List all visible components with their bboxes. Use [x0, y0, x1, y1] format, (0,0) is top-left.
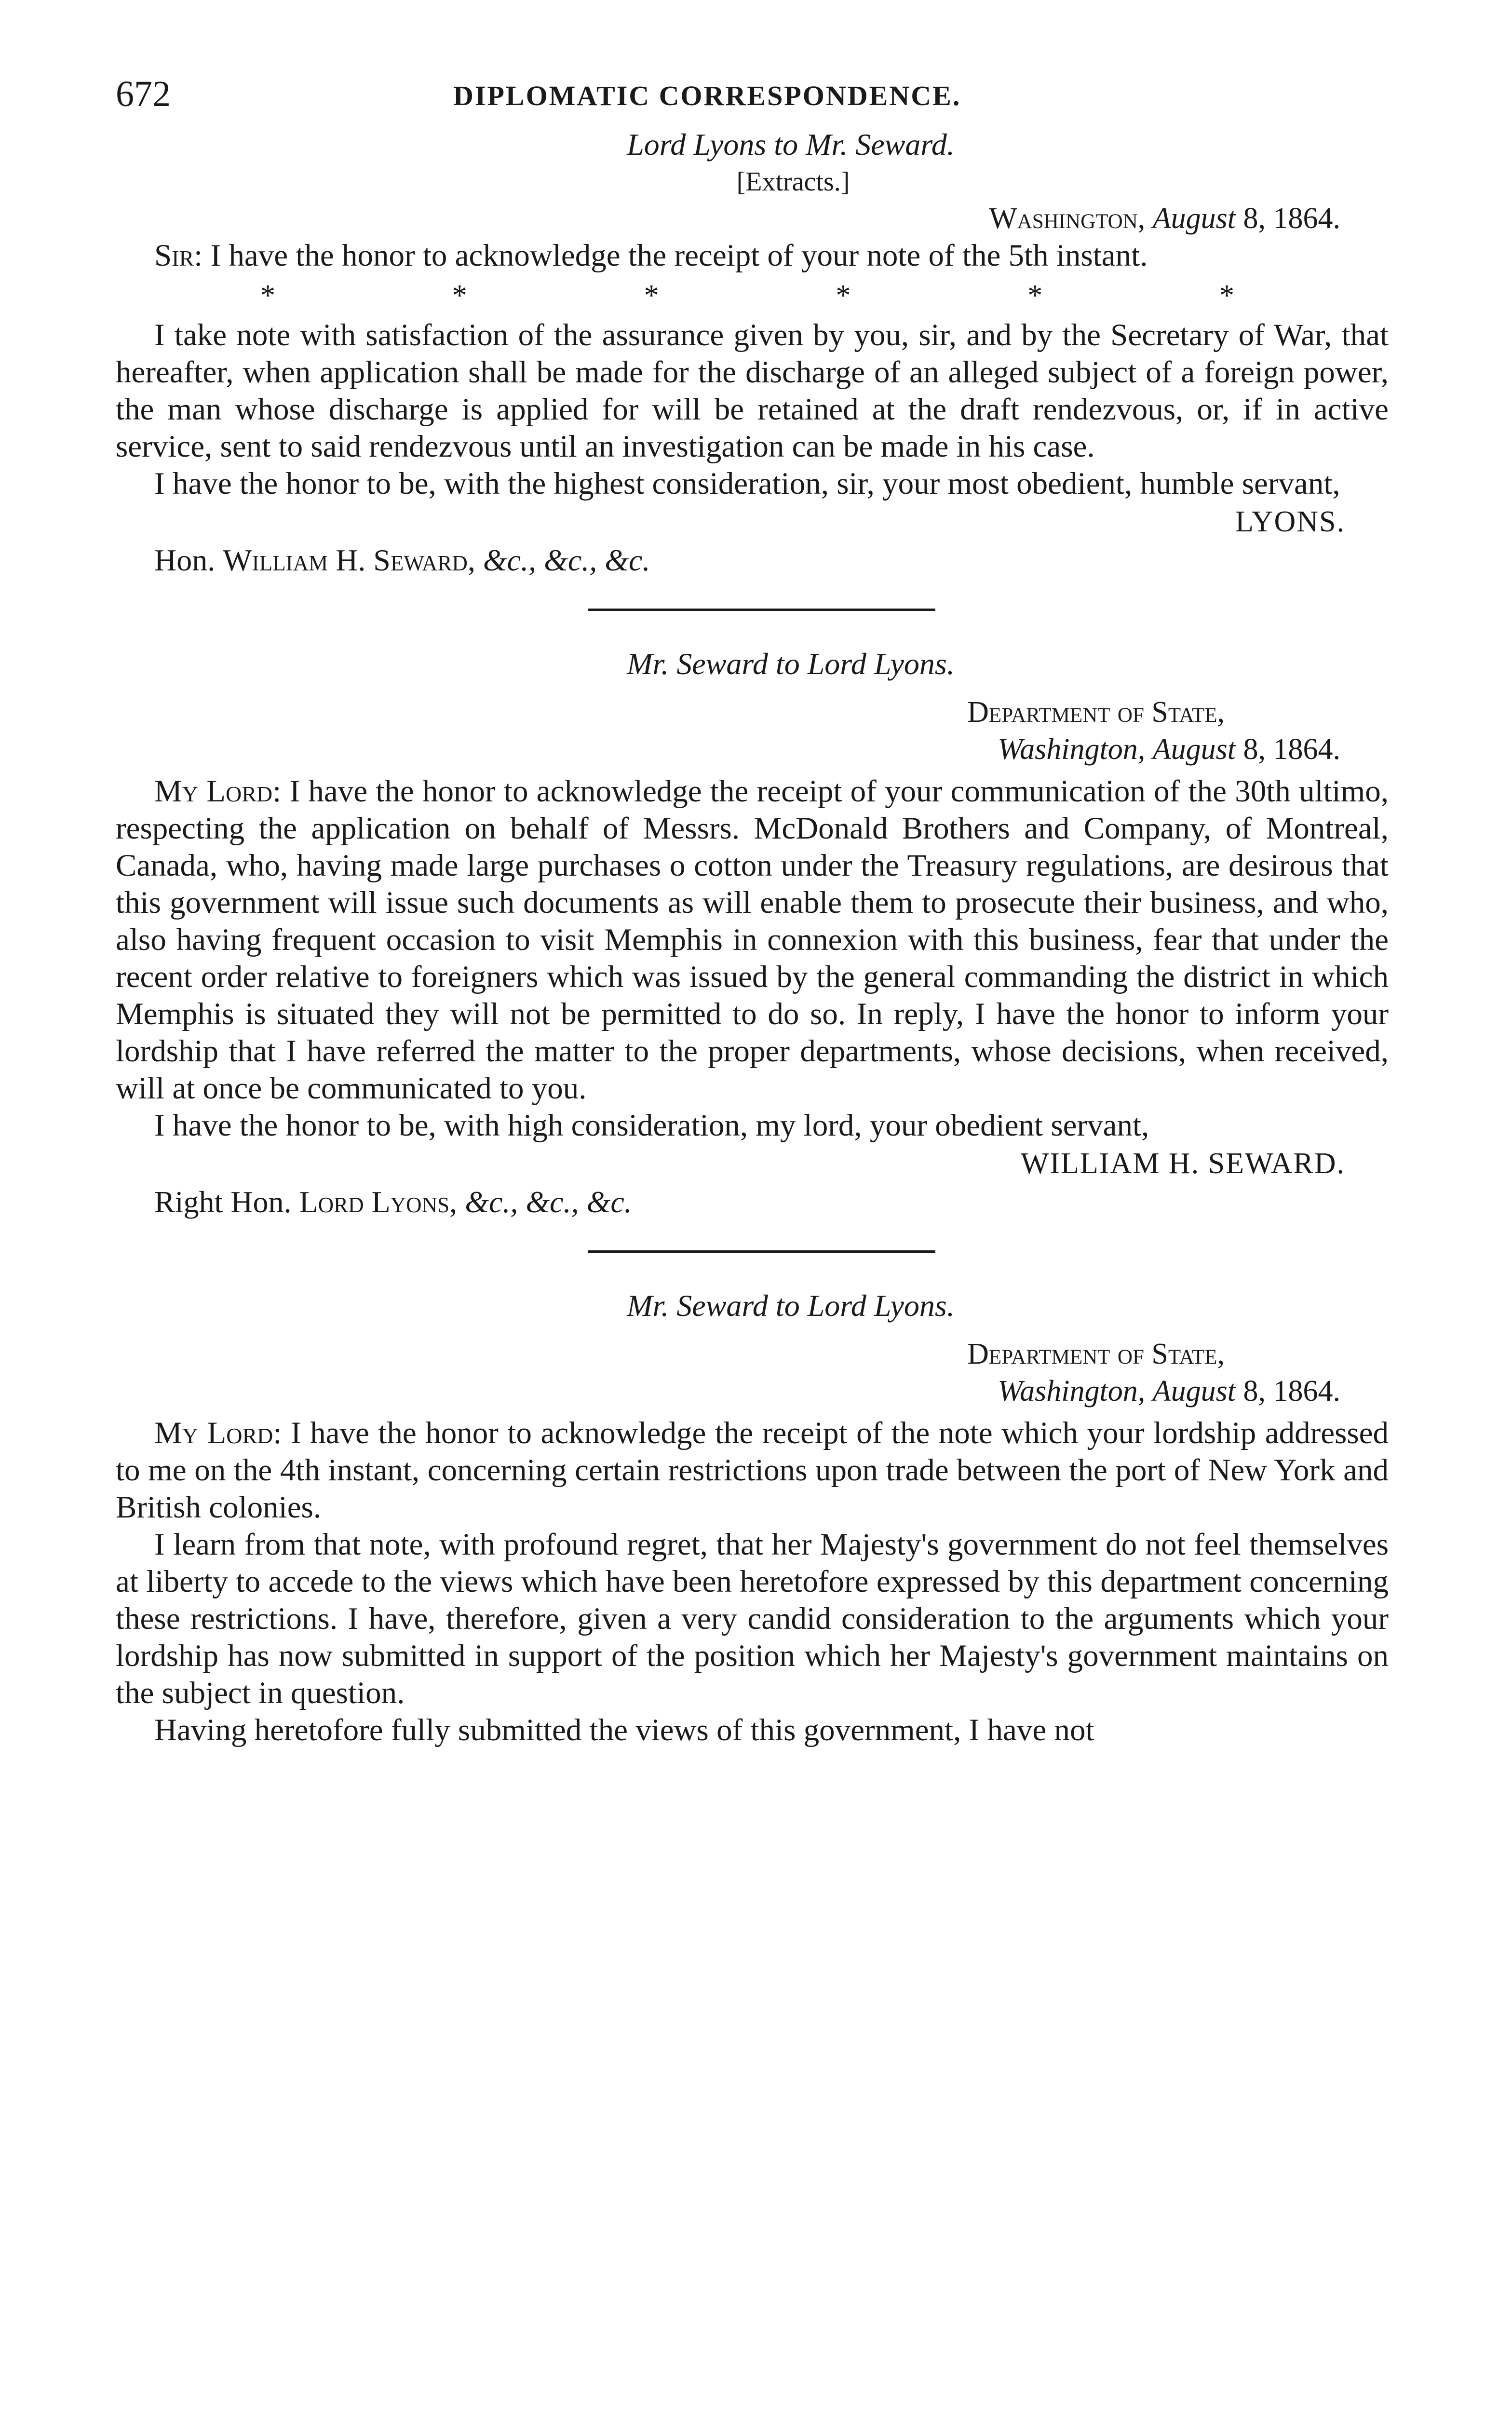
- salutation: My Lord:: [154, 774, 282, 809]
- star: *: [836, 279, 851, 312]
- page-header: [116, 72, 1389, 125]
- running-head: DIPLOMATIC CORRESPONDENCE.: [453, 80, 961, 111]
- addressee-name: Lord Lyons,: [299, 1185, 458, 1219]
- addressee-prefix: Right Hon.: [154, 1185, 292, 1219]
- section-divider: [588, 1250, 935, 1253]
- paragraph-text: I have the honor to acknowledge the receipt of your note of the 5th instant.: [210, 238, 1148, 273]
- signature: LYONS.: [1235, 505, 1345, 538]
- closing: I have the honor to be, with the highest consideration, sir, your most obedient, humble servant,: [154, 466, 1340, 501]
- department: Department of State,: [967, 696, 1225, 729]
- salutation: Sir:: [154, 238, 203, 273]
- paragraph: I learn from that note, with profound regret, that her Majesty's government do not feel themselves at liberty to accede to the views which have been heretofore expressed by this department concerning these restrictions. I have, therefore, given a very candid consideration to the arguments which your lordship has now submitted in support of the position which her Majesty's government maintains on the subject in question.: [116, 1527, 1389, 1710]
- star: *: [1219, 279, 1234, 312]
- paragraph: [116, 773, 1389, 1107]
- paragraph: I take note with satisfaction of the assurance given by you, sir, and by the Secretary of War, that hereafter, when application shall be made for the discharge of an alleged subject of a foreign power, the man whose discharge is applied for will be retained at the draft rendezvous, or, if in active service, sent to said rendezvous until an investigation can be made in his case.: [116, 318, 1389, 464]
- department: Department of State,: [967, 1338, 1225, 1370]
- paragraph: [116, 1415, 1389, 1526]
- place: Washington,: [998, 1375, 1146, 1408]
- paragraph-text: I have the honor to acknowledge the receipt of the note which your lordship addressed to me on the 4th instant, concerning certain restrictions upon trade between the port of New York and British colonies.: [116, 1416, 1389, 1525]
- dateline: [116, 1372, 1389, 1410]
- date-rest: 8, 1864.: [1243, 202, 1340, 235]
- salutation: My Lord:: [154, 1416, 282, 1450]
- paragraph: Having heretofore fully submitted the views of this government, I have not: [154, 1713, 1094, 1747]
- date-month: August: [1152, 733, 1236, 766]
- place: Washington,: [998, 733, 1146, 766]
- date-month: August: [1152, 202, 1236, 235]
- omission-stars: [260, 278, 1234, 313]
- page-number: 672: [116, 74, 171, 114]
- signature: WILLIAM H. SEWARD.: [1020, 1147, 1345, 1180]
- closing: I have the honor to be, with high consideration, my lord, your obedient servant,: [154, 1108, 1149, 1143]
- paragraph: [116, 237, 1389, 274]
- letter-title: Lord Lyons to Mr. Seward.: [627, 127, 955, 162]
- star: *: [452, 279, 467, 312]
- addressee-name: William H. Seward,: [223, 543, 475, 577]
- dateline: [116, 200, 1389, 237]
- star: *: [260, 279, 275, 312]
- addressee-suffix: &c., &c., &c.: [483, 543, 650, 577]
- place: Washington,: [989, 202, 1146, 235]
- section-divider: [588, 609, 935, 611]
- letter-lyons-to-seward: [116, 125, 1389, 580]
- star: *: [644, 279, 659, 312]
- dateline: [116, 731, 1389, 768]
- addressee-suffix: &c., &c., &c.: [465, 1185, 632, 1219]
- star: *: [1027, 279, 1043, 312]
- paragraph-text: I have the honor to acknowledge the receipt of your communication of the 30th ultimo, respecting the application on behalf of Messrs. McDonald Brothers and Company, of Montreal, Canada, who, having made large purchases o cotton under the Treasury regulations, are desirous that this government will issue such documents as will enable them to prosecute their business, and who, also having frequent occasion to visit Memphis in connexion with this business, fear that under the recent order relative to foreigners which was issued by the general commanding the district in which Memphis is situated they will not be permitted to do so. In reply, I have the honor to inform your lordship that I have referred the matter to the proper departments, whose decisions, when received, will at once be communicated to you.: [116, 774, 1389, 1106]
- letter-title: Mr. Seward to Lord Lyons.: [627, 647, 955, 681]
- extracts-note: [Extracts.]: [736, 167, 850, 197]
- letter-seward-to-lyons-1: [116, 645, 1389, 1221]
- letter-title: Mr. Seward to Lord Lyons.: [627, 1288, 955, 1323]
- date-month: August: [1152, 1375, 1236, 1408]
- addressee: [116, 1183, 1389, 1221]
- letter-seward-to-lyons-2: [116, 1287, 1389, 1749]
- date-rest: 8, 1864.: [1243, 733, 1340, 766]
- document-page: [116, 72, 1389, 2411]
- date-rest: 8, 1864.: [1243, 1375, 1340, 1408]
- addressee-prefix: Hon.: [154, 543, 216, 577]
- addressee: [116, 541, 1389, 580]
